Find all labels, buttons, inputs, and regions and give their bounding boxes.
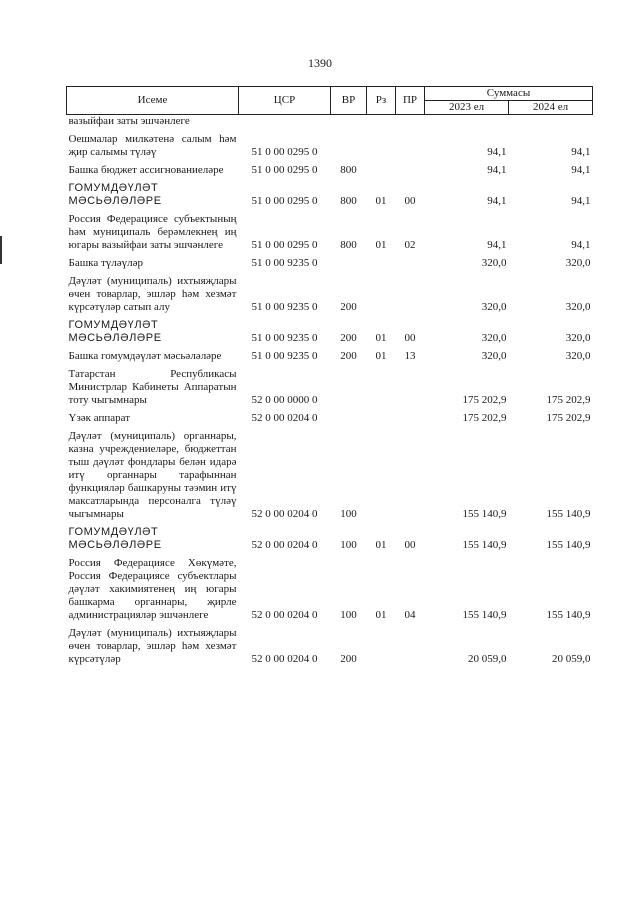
row-sum-2023: 155 140,9 <box>462 508 507 520</box>
row-rz <box>367 622 396 666</box>
row-csr: 52 0 00 0204 0 <box>251 412 318 424</box>
row-rz: 01 <box>375 195 387 207</box>
continuation-row <box>67 115 593 129</box>
header-sums: Суммасы <box>425 87 593 101</box>
row-rz <box>367 270 396 314</box>
row-rz <box>367 159 396 177</box>
row-csr: 51 0 00 0295 0 <box>251 195 318 207</box>
row-sum-2023: 20 059,0 <box>468 653 507 665</box>
table-row <box>67 622 593 666</box>
table-row <box>67 345 593 363</box>
table-row <box>67 521 593 552</box>
row-sum-2023: 320,0 <box>481 301 507 313</box>
header-year-2023: 2023 ел <box>425 101 509 115</box>
row-rz: 01 <box>375 239 387 251</box>
row-sum-2023: 155 140,9 <box>462 609 507 621</box>
row-csr: 51 0 00 9235 0 <box>251 350 318 362</box>
row-vr <box>331 363 367 407</box>
row-pr <box>396 159 425 177</box>
row-pr: 00 <box>404 332 416 344</box>
row-name: Оешмалар милкәтенә салым һәм җир салымы түләү <box>68 133 237 158</box>
header-vr: ВР <box>331 87 367 115</box>
row-rz: 01 <box>375 332 387 344</box>
row-sum-2023: 94,1 <box>487 164 507 176</box>
row-sum-2024: 94,1 <box>571 164 591 176</box>
row-name: Башка бюджет ассигнованиеләре <box>68 164 224 176</box>
row-rz <box>367 363 396 407</box>
margin-mark <box>0 236 2 264</box>
row-name: ГОМУМДӘҮЛӘТ МӘСЬӘЛӘЛӘРЕ <box>68 182 162 207</box>
row-csr: 51 0 00 0295 0 <box>251 146 318 158</box>
row-sum-2024: 155 140,9 <box>546 539 591 551</box>
row-csr: 51 0 00 0295 0 <box>251 164 318 176</box>
row-vr: 100 <box>340 609 357 621</box>
row-sum-2024: 175 202,9 <box>546 394 591 406</box>
page-number: 1390 <box>308 56 332 70</box>
row-name: Татарстан Республикасы Министрлар Кабинеты Аппаратын тоту чыгымнары <box>68 368 237 406</box>
table-row <box>67 425 593 521</box>
row-pr: 02 <box>404 239 416 251</box>
row-sum-2023: 94,1 <box>487 146 507 158</box>
row-csr: 51 0 00 9235 0 <box>251 301 318 313</box>
row-pr <box>396 407 425 425</box>
row-pr <box>396 128 425 159</box>
row-csr: 52 0 00 0000 0 <box>251 394 318 406</box>
header-year-2024: 2024 ел <box>509 101 593 115</box>
row-sum-2024: 175 202,9 <box>546 412 591 424</box>
row-rz <box>367 407 396 425</box>
row-sum-2024: 94,1 <box>571 239 591 251</box>
row-rz: 01 <box>375 539 387 551</box>
row-csr: 51 0 00 0295 0 <box>251 239 318 251</box>
row-sum-2024: 20 059,0 <box>552 653 591 665</box>
row-sum-2024: 155 140,9 <box>546 609 591 621</box>
row-pr: 00 <box>404 195 416 207</box>
row-sum-2024: 320,0 <box>565 350 591 362</box>
row-name: Дәүләт (муниципаль) ихтыяҗлары өчен товарлар, эшләр һәм хезмәт күрсәтүләр сатып алу <box>68 275 237 313</box>
table-row <box>67 128 593 159</box>
row-pr <box>396 622 425 666</box>
row-sum-2024: 320,0 <box>565 257 591 269</box>
row-name: Башка гомумдәүләт мәсьәләләре <box>68 350 222 362</box>
row-csr: 52 0 00 0204 0 <box>251 653 318 665</box>
table-row <box>67 208 593 252</box>
row-rz <box>367 128 396 159</box>
row-pr <box>396 252 425 270</box>
row-vr <box>331 252 367 270</box>
row-vr: 100 <box>340 539 357 551</box>
row-csr: 52 0 00 0204 0 <box>251 609 318 621</box>
table-row <box>67 552 593 622</box>
table-row <box>67 363 593 407</box>
row-sum-2023: 94,1 <box>487 195 507 207</box>
header-name: Исеме <box>67 87 239 115</box>
row-vr: 800 <box>340 239 357 251</box>
row-vr: 800 <box>340 195 357 207</box>
table-row <box>67 270 593 314</box>
table-row <box>67 159 593 177</box>
table-row <box>67 252 593 270</box>
row-sum-2023: 320,0 <box>481 350 507 362</box>
row-name: Үзәк аппарат <box>68 412 131 424</box>
row-csr: 52 0 00 0204 0 <box>251 508 318 520</box>
row-name: Башка түләүләр <box>68 257 144 269</box>
row-sum-2024: 94,1 <box>571 146 591 158</box>
row-sum-2023: 175 202,9 <box>462 412 507 424</box>
header-csr: ЦСР <box>239 87 331 115</box>
header-pr: ПР <box>396 87 425 115</box>
row-pr: 04 <box>404 609 416 621</box>
row-name: ГОМУМДӘҮЛӘТ МӘСЬӘЛӘЛӘРЕ <box>68 319 162 344</box>
continuation-text: вазыйфаи заты эшчәнлеге <box>68 115 190 127</box>
row-vr: 200 <box>340 332 357 344</box>
row-rz: 01 <box>375 609 387 621</box>
row-rz <box>367 425 396 521</box>
row-sum-2023: 320,0 <box>481 332 507 344</box>
row-vr <box>331 407 367 425</box>
row-csr: 51 0 00 9235 0 <box>251 332 318 344</box>
row-rz <box>367 252 396 270</box>
table-row <box>67 177 593 208</box>
row-vr: 200 <box>340 653 357 665</box>
row-sum-2023: 175 202,9 <box>462 394 507 406</box>
table-row <box>67 314 593 345</box>
row-vr: 100 <box>340 508 357 520</box>
row-pr <box>396 270 425 314</box>
row-name: Дәүләт (муниципаль) органнары, казна учреждениеләре, бюджеттан тыш дәүләт фондлары белән идарә итү органнары тарафыннан функцияләр башкаруны тәэмин итү максатларында персоналга түләү чыгымнары <box>68 430 237 520</box>
table-row <box>67 407 593 425</box>
row-sum-2024: 320,0 <box>565 301 591 313</box>
budget-table <box>66 86 593 666</box>
row-pr <box>396 363 425 407</box>
row-sum-2024: 155 140,9 <box>546 508 591 520</box>
header-rz: Рз <box>367 87 396 115</box>
row-pr: 00 <box>404 539 416 551</box>
row-vr: 800 <box>340 164 357 176</box>
row-pr <box>396 425 425 521</box>
row-sum-2023: 155 140,9 <box>462 539 507 551</box>
row-sum-2024: 94,1 <box>571 195 591 207</box>
row-csr: 51 0 00 9235 0 <box>251 257 318 269</box>
row-vr <box>331 128 367 159</box>
table-body <box>67 115 593 667</box>
row-rz: 01 <box>375 350 387 362</box>
row-name: Россия Федерациясе субъектының һәм муниципаль берәмлекнең иң югары вазыйфаи заты эшчәнлеге <box>68 213 237 251</box>
row-sum-2024: 320,0 <box>565 332 591 344</box>
row-pr: 13 <box>404 350 416 362</box>
table-header <box>67 87 593 115</box>
row-name: Дәүләт (муниципаль) ихтыяҗлары өчен товарлар, эшләр һәм хезмәт күрсәтүләр <box>68 627 237 665</box>
row-sum-2023: 320,0 <box>481 257 507 269</box>
row-name: Россия Федерациясе Хөкүмәте, Россия Федерациясе субъектлары дәүләт хакимиятенең иң югары башкарма органнары, җирле администрацияләр эшчәнлеге <box>68 557 237 621</box>
row-name: ГОМУМДӘҮЛӘТ МӘСЬӘЛӘЛӘРЕ <box>68 526 162 551</box>
row-csr: 52 0 00 0204 0 <box>251 539 318 551</box>
row-vr: 200 <box>340 301 357 313</box>
row-sum-2023: 94,1 <box>487 239 507 251</box>
row-vr: 200 <box>340 350 357 362</box>
